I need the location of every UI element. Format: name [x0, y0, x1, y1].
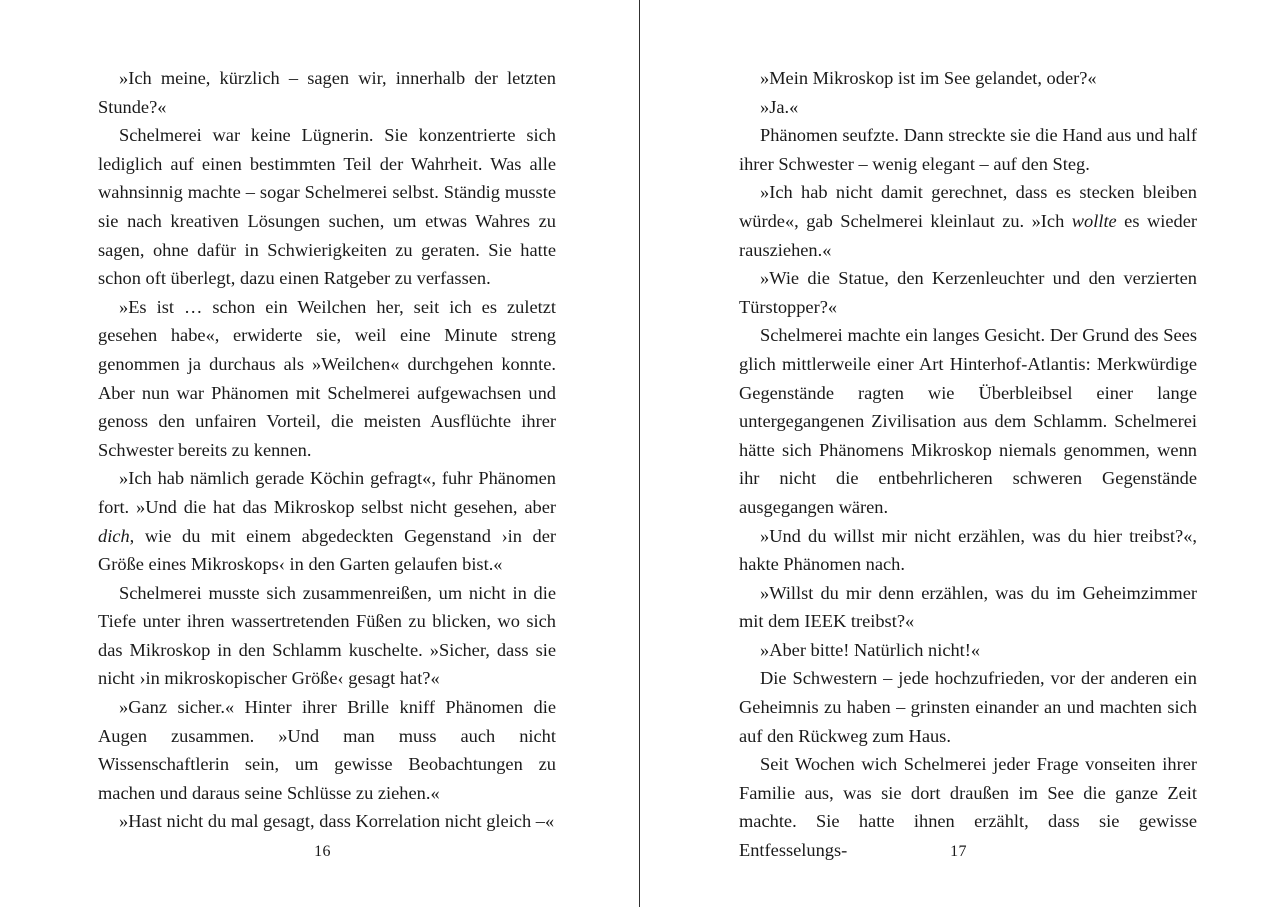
left-page-paragraph: Schelmerei war keine Lügnerin. Sie konzentrierte sich lediglich auf einen bestimmten Teil der Wahrheit. Was alle wahnsinnig machte – sogar Schelmerei selbst. Ständig musste sie nach kreativen Lösungen suchen, um etwas Wahres zu sagen, ohne dafür in Schwierigkeiten zu geraten. Sie hatte schon oft überlegt, dazu einen Ratgeber zu verfassen.: [98, 125, 556, 289]
italic-emphasis: dich: [98, 525, 130, 546]
right-page-paragraph: Die Schwestern – jede hochzufrieden, vor der anderen ein Geheimnis zu haben – grinsten einander an und machten sich auf den Rückweg zum Haus.: [739, 668, 1197, 746]
right-page-paragraph: »Wie die Statue, den Kerzenleuchter und den verzierten Türstopper?«: [739, 268, 1197, 317]
right-page-paragraph: Phänomen seufzte. Dann streckte sie die Hand aus und half ihrer Schwester – wenig elegant – auf den Steg.: [739, 125, 1197, 174]
page-number-right: 17: [950, 843, 967, 860]
right-page-paragraph: »Und du willst mir nicht erzählen, was du hier treibst?«, hakte Phänomen nach.: [739, 525, 1197, 575]
right-page-paragraph: »Ja.«: [760, 96, 799, 117]
right-page-paragraph: »Aber bitte! Natürlich nicht!«: [760, 639, 981, 660]
left-page-paragraph: »Ich meine, kürzlich – sagen wir, innerhalb der letzten Stunde?«: [98, 68, 556, 117]
page-right: [639, 0, 1278, 907]
right-page-text-block: [739, 64, 1197, 865]
left-page-paragraph: »Ich hab nämlich gerade Köchin gefragt«, fuhr Phänomen fort. »Und die hat das Mikroskop selbst nicht gesehen, aber dich, wie du mit einem abgedeckten Gegenstand ›in der Größe eines Mikroskops‹ in den Garten gelaufen bist.«: [98, 468, 556, 575]
left-page-paragraph: »Es ist … schon ein Weilchen her, seit ich es zuletzt gesehen habe«, erwiderte sie, weil eine Minute streng genommen ja durchaus als »Weilchen« durchgehen konnte. Aber nun war Phänomen mit Schelmerei aufgewachsen und genoss den unfairen Vorteil, die meisten Ausflüchte ihrer Schwester bereits zu kennen.: [98, 296, 556, 460]
right-page-paragraph: »Willst du mir denn erzählen, was du im Geheimzimmer mit dem IEEK treibst?«: [739, 582, 1197, 632]
left-page-paragraph: »Ganz sicher.« Hinter ihrer Brille kniff Phänomen die Augen zusammen. »Und man muss auch nicht Wissenschaftlerin sein, um gewisse Beobachtungen zu machen und daraus seine Schlüsse zu ziehen.«: [98, 697, 556, 803]
right-page-paragraph: Schelmerei machte ein langes Gesicht. Der Grund des Sees glich mittlerweile einer Art Hinterhof-Atlantis: Merkwürdige Gegenstände ragten wie Überbleibsel einer lange untergegangenen Zivilisation aus dem Schlamm. Schelmerei hätte sich Phänomens Mikroskop niemals genommen, wenn ihr nicht die entbehrlicheren schweren Gegenstände ausgegangen wären.: [739, 325, 1197, 517]
italic-emphasis: wollte: [1071, 210, 1117, 231]
page-left: [0, 0, 639, 907]
right-page-paragraph: »Ich hab nicht damit gerechnet, dass es stecken bleiben würde«, gab Schelmerei kleinlaut zu. »Ich wollte es wieder rausziehen.«: [739, 182, 1197, 260]
left-page-text-block: [98, 64, 556, 836]
left-page-paragraph: Schelmerei musste sich zusammenreißen, um nicht in die Tiefe unter ihren wassertretenden Füßen zu blicken, wo sich das Mikroskop in den Schlamm kuschelte. »Sicher, dass sie nicht ›in mikroskopischer Größe‹ gesagt hat?«: [98, 582, 556, 689]
left-page-paragraph: »Hast nicht du mal gesagt, dass Korrelation nicht gleich –«: [119, 811, 555, 832]
page-number-left: 16: [314, 843, 331, 860]
right-page-paragraph: »Mein Mikroskop ist im See gelandet, oder?«: [760, 68, 1097, 88]
right-page-paragraph: Seit Wochen wich Schelmerei jeder Frage vonseiten ihrer Familie aus, was sie dort draußen im See die ganze Zeit machte. Sie hatte ihnen erzählt, dass sie gewisse Entfesselungs-: [739, 754, 1197, 861]
